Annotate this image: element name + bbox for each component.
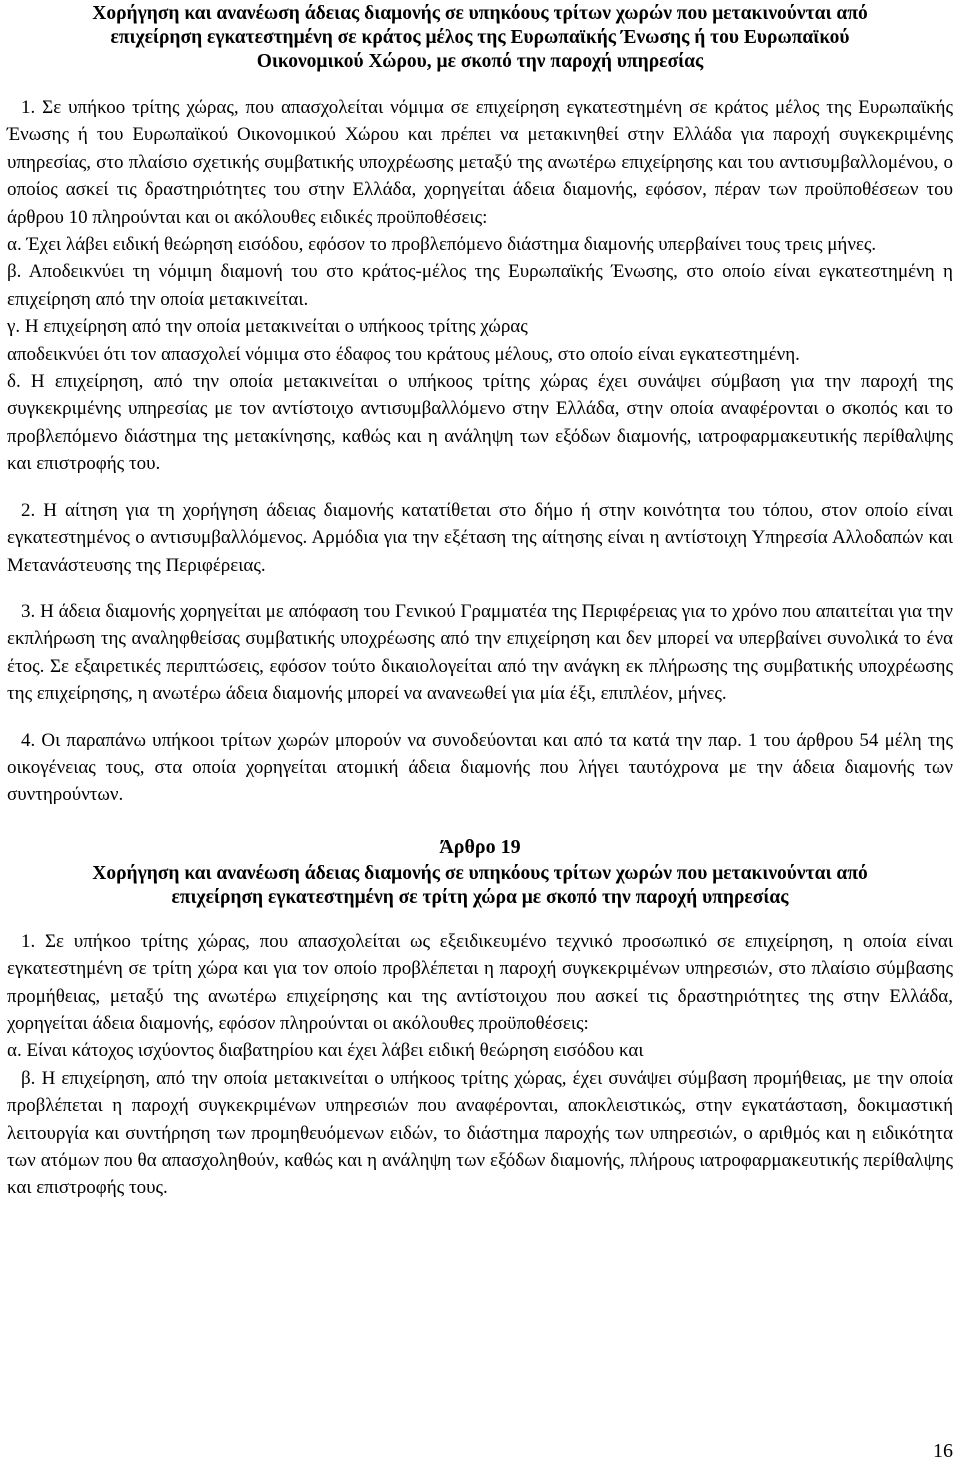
section-title (7, 862, 953, 910)
article-heading: Άρθρο 19 (439, 835, 521, 858)
page-number: 16 (933, 1440, 953, 1462)
item-c-line1: γ. Η επιχείρηση από την οποία μετακινείται ο υπήκοος τρίτης χώρας (7, 316, 528, 338)
item-d: δ. Η επιχείρηση, από την οποία μετακινείται ο υπήκοος τρίτης χώρας έχει συνάψει σύμβαση για την παροχή της συγκεκριμένης υπηρεσίας με τον αντίστοιχο αντισυμβαλλόμενο στην Ελλάδα, στην οποία αναφέρονται ο σκοπός και το προβλεπόμενο διάστημα της μετακίνησης, καθώς και η ανάληψη των εξόδων διαμονής, ιατροφαρμακευτικής περίθαλψης και επιστροφής του. (7, 371, 953, 475)
paragraph-1: 1. Σε υπήκοο τρίτης χώρας, που απασχολείται νόμιμα σε επιχείρηση εγκατεστημένη σε κράτος μέλος της Ευρωπαϊκής Ένωσης ή του Ευρωπαϊκού Οικονομικού Χώρου και πρέπει να μετακινηθεί στην Ελλάδα για παροχή συγκεκριμένης υπηρεσίας, στο πλαίσιο σχετικής συμβατικής υποχρέωσης μεταξύ της ανωτέρω επιχείρησης και του αντισυμβαλλομένου, ο οποίος ασκεί τις δραστηριότητες του στην Ελλάδα, χορηγείται άδεια διαμονής, εφόσον, πέραν των προϋποθέσεων του άρθρου 10 πληρούνται και οι ακόλουθες ειδικές προϋποθέσεις: (7, 97, 953, 228)
paragraph-2: 2. Η αίτηση για τη χορήγηση άδειας διαμονής κατατίθεται στο δήμο ή στην κοινότητα του τόπου, στον οποίο είναι εγκατεστημένος ο αντισυμβαλλόμενος. Αρμόδια για την εξέταση της αίτησης είναι η αντίστοιχη Υπηρεσία Αλλοδαπών και Μετανάστευσης της Περιφέρειας. (7, 499, 953, 576)
title-line: Χορήγηση και ανανέωση άδειας διαμονής σε υπηκόους τρίτων χωρών που μετακινούνται από (92, 862, 868, 884)
item-b: β. Η επιχείρηση, από την οποία μετακινείται ο υπήκοος τρίτης χώρας, έχει συνάψει σύμβαση προμήθειας, με την οποία προβλέπεται η παροχή συγκεκριμένων υπηρεσιών που αναφέρονται, αποκλειστικώς, στην εγκατάσταση, δοκιμαστική λειτουργία και συντήρηση των προμηθευόμενων ειδών, το διάστημα παροχής των υπηρεσιών, ο αριθμός και η ειδικότητα των ατόμων που θα απασχοληθούν, καθώς και η ανάληψη των εξόδων διαμονής, πλήρους ιατροφαρμακευτικής περίθαλψης και επιστροφής τους. (7, 1067, 953, 1199)
paragraph-4: 4. Οι παραπάνω υπήκοοι τρίτων χωρών μπορούν να συνοδεύονται και από τα κατά την παρ. 1 του άρθρου 54 μέλη της οικογένειας τους, στα οποία χορηγείται ατομική άδεια διαμονής που λήγει ταυτόχρονα με την άδεια διαμονής των συντηρούντων. (7, 729, 953, 806)
paragraph-3: 3. Η άδεια διαμονής χορηγείται με απόφαση του Γενικού Γραμματέα της Περιφέρειας για το χρόνο που απαιτείται για την εκπλήρωση της αναληφθείσας συμβατικής υποχρέωσης από την επιχείρηση και δεν μπορεί να υπερβαίνει συνολικά το ένα έτος. Σε εξαιρετικές περιπτώσεις, εφόσον τούτο δικαιολογείται από την ανάγκη εκ πλήρωσης της συμβατικής υποχρέωσης της επιχείρησης, η ανωτέρω άδεια διαμονής μπορεί να ανανεωθεί για μία έξι, επιπλέον, μήνες. (7, 600, 953, 705)
title-line: Οικονομικού Χώρου, με σκοπό την παροχή υπηρεσίας (256, 51, 704, 72)
item-c-line2: αποδεικνύει ότι τον απασχολεί νόμιμα στο έδαφος του κράτους μέλους, στο οποίο είναι εγκατεστημένη. (7, 343, 800, 365)
title-line: Χορήγηση και ανανέωση άδειας διαμονής σε υπηκόους τρίτων χωρών που μετακινούνται από (92, 3, 868, 24)
title-line: επιχείρηση εγκατεστημένη σε κράτος μέλος της Ευρωπαϊκής Ένωσης ή του Ευρωπαϊκού (110, 27, 850, 48)
document-page (7, 0, 953, 1202)
title-line: επιχείρηση εγκατεστημένη σε τρίτη χώρα με σκοπό την παροχή υπηρεσίας (171, 886, 789, 908)
item-b: β. Αποδεικνύει τη νόμιμη διαμονή του στο κράτος-μέλος της Ευρωπαϊκής Ένωσης, στο οποίο είναι εγκατεστημένη η επιχείρηση από την οποία μετακινείται. (7, 261, 953, 310)
paragraph-1: 1. Σε υπήκοο τρίτης χώρας, που απασχολείται ως εξειδικευμένο τεχνικό προσωπικό σε επιχείρηση, η οποία είναι εγκατεστημένη σε τρίτη χώρα και για τον οποίο προβλέπεται η παροχή συγκεκριμένων υπηρεσιών, στο πλαίσιο σύμβασης προμήθειας, μεταξύ της ανωτέρω επιχείρησης και της αντίστοιχου που ασκεί τις δραστηριότητες της στην Ελλάδα, χορηγείται άδεια διαμονής, εφόσον πληρούνται οι ακόλουθες προϋποθέσεις: (7, 930, 953, 1034)
section-title (7, 2, 953, 74)
item-a: α. Έχει λάβει ειδική θεώρηση εισόδου, εφόσον το προβλεπόμενο διάστημα διαμονής υπερβαίνει τους τρεις μήνες. (7, 234, 877, 256)
item-a: α. Είναι κάτοχος ισχύοντος διαβατηρίου και έχει λάβει ειδική θεώρηση εισόδου και (7, 1040, 644, 1062)
